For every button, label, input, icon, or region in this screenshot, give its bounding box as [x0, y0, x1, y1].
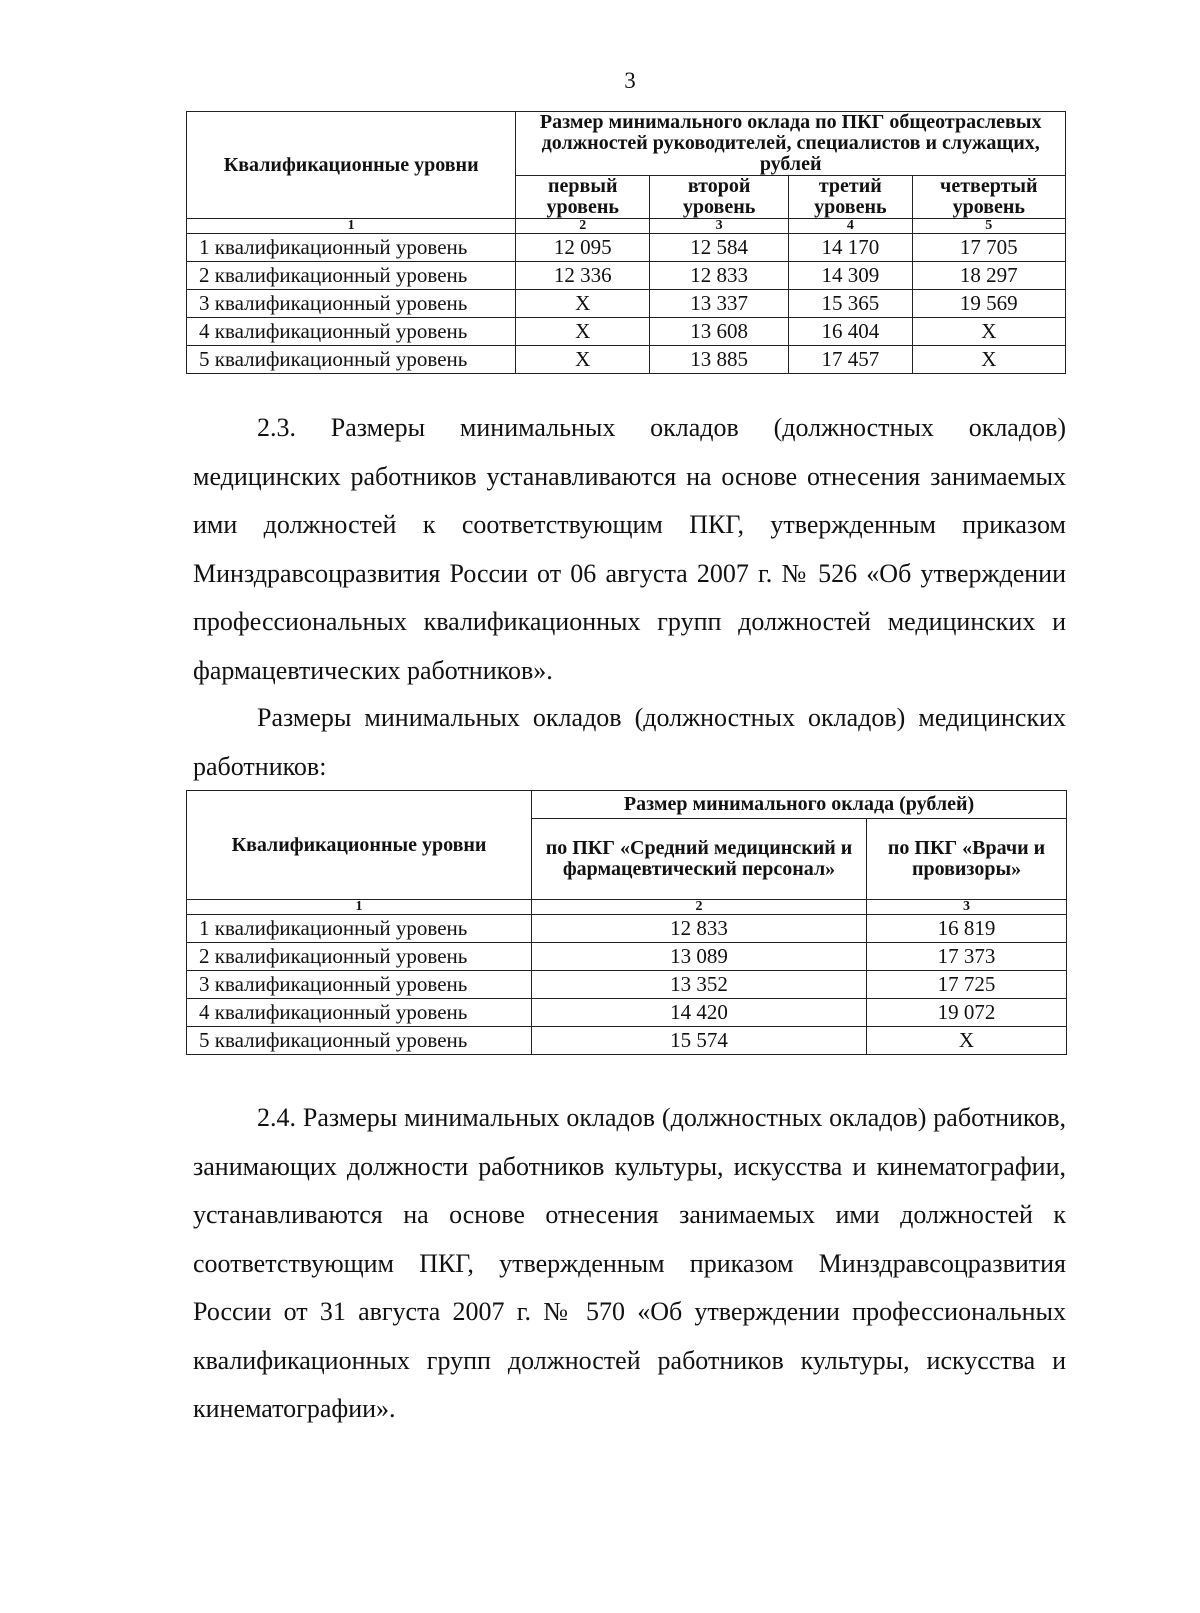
t2-header-group: Размер минимального оклада (рублей) [532, 791, 1067, 819]
t1-cell-level: 1 квалификационный уровень [187, 234, 516, 262]
table-row [187, 346, 1066, 374]
t1-col-number: 1 [187, 219, 516, 234]
t1-cell-value: 12 584 [650, 234, 789, 262]
t2-cell-value: X [867, 1027, 1067, 1055]
t2-cell-value: 16 819 [867, 915, 1067, 943]
table-row [187, 234, 1066, 262]
t1-subheader: второй уровень [650, 176, 789, 219]
t1-cell-value: 12 336 [516, 262, 650, 290]
t1-cell-level: 4 квалификационный уровень [187, 318, 516, 346]
paragraph-2-4-text: 2.4. Размеры минимальных окладов (должностных окладов) работников, занимающих должности работников культуры, искусства и кинематографии, устанавливаются на основе отнесения занимаемых ими должностей к соответствующим ПКГ, утвержденным приказом Минздравсоцразвития России от 31 августа 2007 г. № 570 «Об утверждении профессиональных квалификационных групп должностей работников культуры, искусства и кинематографии». [193, 1103, 1066, 1423]
t2-cell-value: 19 072 [867, 999, 1067, 1027]
t2-cell-value: 17 725 [867, 971, 1067, 999]
t1-cell-level: 5 квалификационный уровень [187, 346, 516, 374]
t2-col-number: 3 [867, 900, 1067, 915]
t1-cell-value: X [912, 346, 1065, 374]
table-row [187, 915, 1067, 943]
paragraph-2-4 [193, 1094, 1066, 1434]
table-medical-workers [186, 790, 1067, 1055]
t2-subheader: по ПКГ «Средний медицинский и фармацевтический персонал» [532, 819, 867, 900]
t1-header-group: Размер минимального оклада по ПКГ общеотраслевых должностей руководителей, специалистов и служащих, рублей [516, 112, 1066, 176]
paragraph-medical-intro-text: Размеры минимальных окладов (должностных окладов) медицинских работников: [193, 703, 1066, 781]
t1-cell-value: 18 297 [912, 262, 1065, 290]
t1-cell-value: 16 404 [789, 318, 913, 346]
t1-subheader: третий уровень [789, 176, 913, 219]
t2-header-levels: Квалификационные уровни [187, 791, 532, 900]
t1-cell-value: X [516, 346, 650, 374]
t1-cell-value: 17 705 [912, 234, 1065, 262]
t1-cell-value: 15 365 [789, 290, 913, 318]
t1-header-levels: Квалификационные уровни [187, 112, 516, 219]
t1-col-number: 4 [789, 219, 913, 234]
page-number: 3 [624, 68, 636, 93]
table-row [187, 1027, 1067, 1055]
t1-cell-level: 3 квалификационный уровень [187, 290, 516, 318]
t1-cell-value: 19 569 [912, 290, 1065, 318]
t1-cell-value: 13 337 [650, 290, 789, 318]
t1-cell-value: 14 309 [789, 262, 913, 290]
table-row [187, 318, 1066, 346]
table-row [187, 971, 1067, 999]
t2-col-number: 2 [532, 900, 867, 915]
t1-subheader: первый уровень [516, 176, 650, 219]
t1-cell-value: 12 833 [650, 262, 789, 290]
paragraph-medical-intro [193, 694, 1066, 791]
t1-cell-value: 13 885 [650, 346, 789, 374]
t2-cell-level: 1 квалификационный уровень [187, 915, 532, 943]
t1-col-number: 5 [912, 219, 1065, 234]
t1-col-number: 3 [650, 219, 789, 234]
table-row [187, 290, 1066, 318]
paragraph-2-3-text: 2.3. Размеры минимальных окладов (должностных окладов) медицинских работников устанавливаются на основе отнесения занимаемых ими должностей к соответствующим ПКГ, утвержденным приказом Минздравсоцразвития России от 06 августа 2007 г. № 526 «Об утверждении профессиональных квалификационных групп должностей медицинских и фармацевтических работников». [193, 413, 1066, 685]
t1-cell-value: 12 095 [516, 234, 650, 262]
table-general-positions [186, 111, 1066, 374]
t2-cell-level: 2 квалификационный уровень [187, 943, 532, 971]
t1-cell-value: X [516, 290, 650, 318]
t2-cell-value: 13 352 [532, 971, 867, 999]
t1-cell-level: 2 квалификационный уровень [187, 262, 516, 290]
paragraph-2-3 [193, 404, 1066, 695]
t2-cell-value: 12 833 [532, 915, 867, 943]
table-row [187, 943, 1067, 971]
t1-cell-value: X [516, 318, 650, 346]
t2-cell-level: 3 квалификационный уровень [187, 971, 532, 999]
t2-subheader: по ПКГ «Врачи и провизоры» [867, 819, 1067, 900]
t2-cell-value: 13 089 [532, 943, 867, 971]
t1-cell-value: 17 457 [789, 346, 913, 374]
table-row [187, 999, 1067, 1027]
t1-col-number: 2 [516, 219, 650, 234]
t2-cell-value: 17 373 [867, 943, 1067, 971]
t1-cell-value: 14 170 [789, 234, 913, 262]
t2-cell-level: 4 квалификационный уровень [187, 999, 532, 1027]
t1-cell-value: 13 608 [650, 318, 789, 346]
t2-cell-value: 14 420 [532, 999, 867, 1027]
t2-col-number: 1 [187, 900, 532, 915]
t1-subheader: четвертый уровень [912, 176, 1065, 219]
t2-cell-value: 15 574 [532, 1027, 867, 1055]
t2-cell-level: 5 квалификационный уровень [187, 1027, 532, 1055]
table-row [187, 262, 1066, 290]
t1-cell-value: X [912, 318, 1065, 346]
